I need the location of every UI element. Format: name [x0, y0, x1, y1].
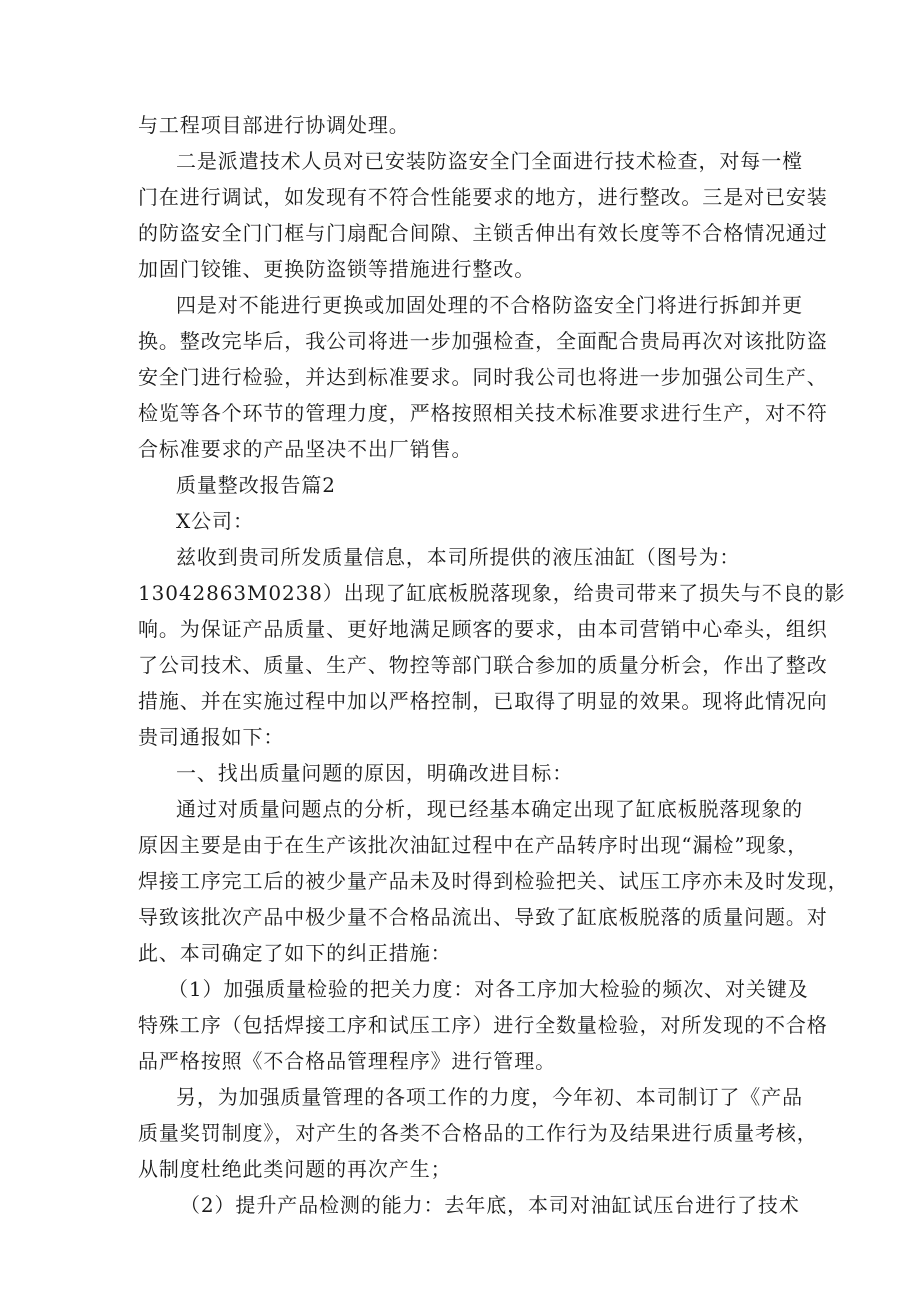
- paragraph-line: 另，为加强质量管理的各项工作的力度，今年初、本司制订了《产品: [176, 1085, 803, 1109]
- paragraph-line: 此、本司确定了如下的纠正措施：: [138, 941, 452, 965]
- paragraph-line: 门在进行调试，如发现有不符合性能要求的地方，进行整改。三是对已安装: [138, 185, 828, 209]
- paragraph-line: 贵司通报如下：: [138, 725, 285, 749]
- paragraph-line: 特殊工序（包括焊接工序和试压工序）进行全数量检验，对所发现的不合格: [138, 1013, 828, 1037]
- paragraph-line: 焊接工序完工后的被少量产品未及时得到检验把关、试压工序亦未及时发现，: [138, 869, 849, 893]
- paragraph-line: 安全门进行检验，并达到标准要求。同时我公司也将进一步加强公司生产、: [138, 365, 828, 389]
- paragraph-line: 通过对质量问题点的分析，现已经基本确定出现了缸底板脱落现象的: [176, 797, 803, 821]
- paragraph-line: 13042863M0238）出现了缸底板脱落现象，给贵司带来了损失与不良的影: [138, 581, 846, 605]
- salutation: X公司：: [176, 509, 254, 533]
- section-heading: 质量整改报告篇2: [176, 473, 336, 497]
- paragraph-line: 检览等各个环节的管理力度，严格按照相关技术标准要求进行生产，对不符: [138, 401, 828, 425]
- paragraph-line: 原因主要是由于在生产该批次油缸过程中在产品转序时出现“漏检”现象，: [138, 833, 809, 857]
- paragraph-line: 换。整改完毕后，我公司将进一步加强检查，全面配合贵局再次对该批防盗: [138, 329, 828, 353]
- paragraph-line: 与工程项目部进行协调处理。: [138, 113, 410, 137]
- paragraph-line: 二是派遣技术人员对已安装防盗安全门全面进行技术检查，对每一樘: [176, 149, 803, 173]
- paragraph-line: 品严格按照《不合格品管理程序》进行管理。: [138, 1049, 556, 1073]
- paragraph-line: 了公司技术、质量、生产、物控等部门联合参加的质量分析会，作出了整改: [138, 653, 828, 677]
- list-item: （2）提升产品检测的能力：去年底，本司对油缸试压台进行了技术: [180, 1193, 800, 1217]
- paragraph-line: 四是对不能进行更换或加固处理的不合格防盗安全门将进行拆卸并更: [176, 293, 803, 317]
- paragraph-line: 质量奖罚制度》，对产生的各类不合格品的工作行为及结果进行质量考核，: [138, 1121, 818, 1145]
- list-item: （1）加强质量检验的把关力度：对各工序加大检验的频次、对关键及: [168, 977, 809, 1001]
- paragraph-line: 措施、并在实施过程中加以严格控制，已取得了明显的效果。现将此情况向: [138, 689, 828, 713]
- paragraph-line: 加固门铰锥、更换防盗锁等措施进行整改。: [138, 257, 536, 281]
- paragraph-line: 的防盗安全门门框与门扇配合间隙、主锁舌伸出有效长度等不合格情况通过: [138, 221, 828, 245]
- paragraph-line: 从制度杜绝此类问题的再次产生；: [138, 1157, 452, 1181]
- paragraph-line: 兹收到贵司所发质量信息，本司所提供的液压油缸（图号为：: [176, 545, 741, 569]
- paragraph-line: 一、找出质量问题的原因，明确改进目标：: [176, 761, 574, 785]
- paragraph-line: 响。为保证产品质量、更好地满足顾客的要求，由本司营销中心牵头，组织: [138, 617, 828, 641]
- paragraph-line: 导致该批次产品中极少量不合格品流出、导致了缸底板脱落的质量问题。对: [138, 905, 828, 929]
- paragraph-line: 合标准要求的产品坚决不出厂销售。: [138, 437, 473, 461]
